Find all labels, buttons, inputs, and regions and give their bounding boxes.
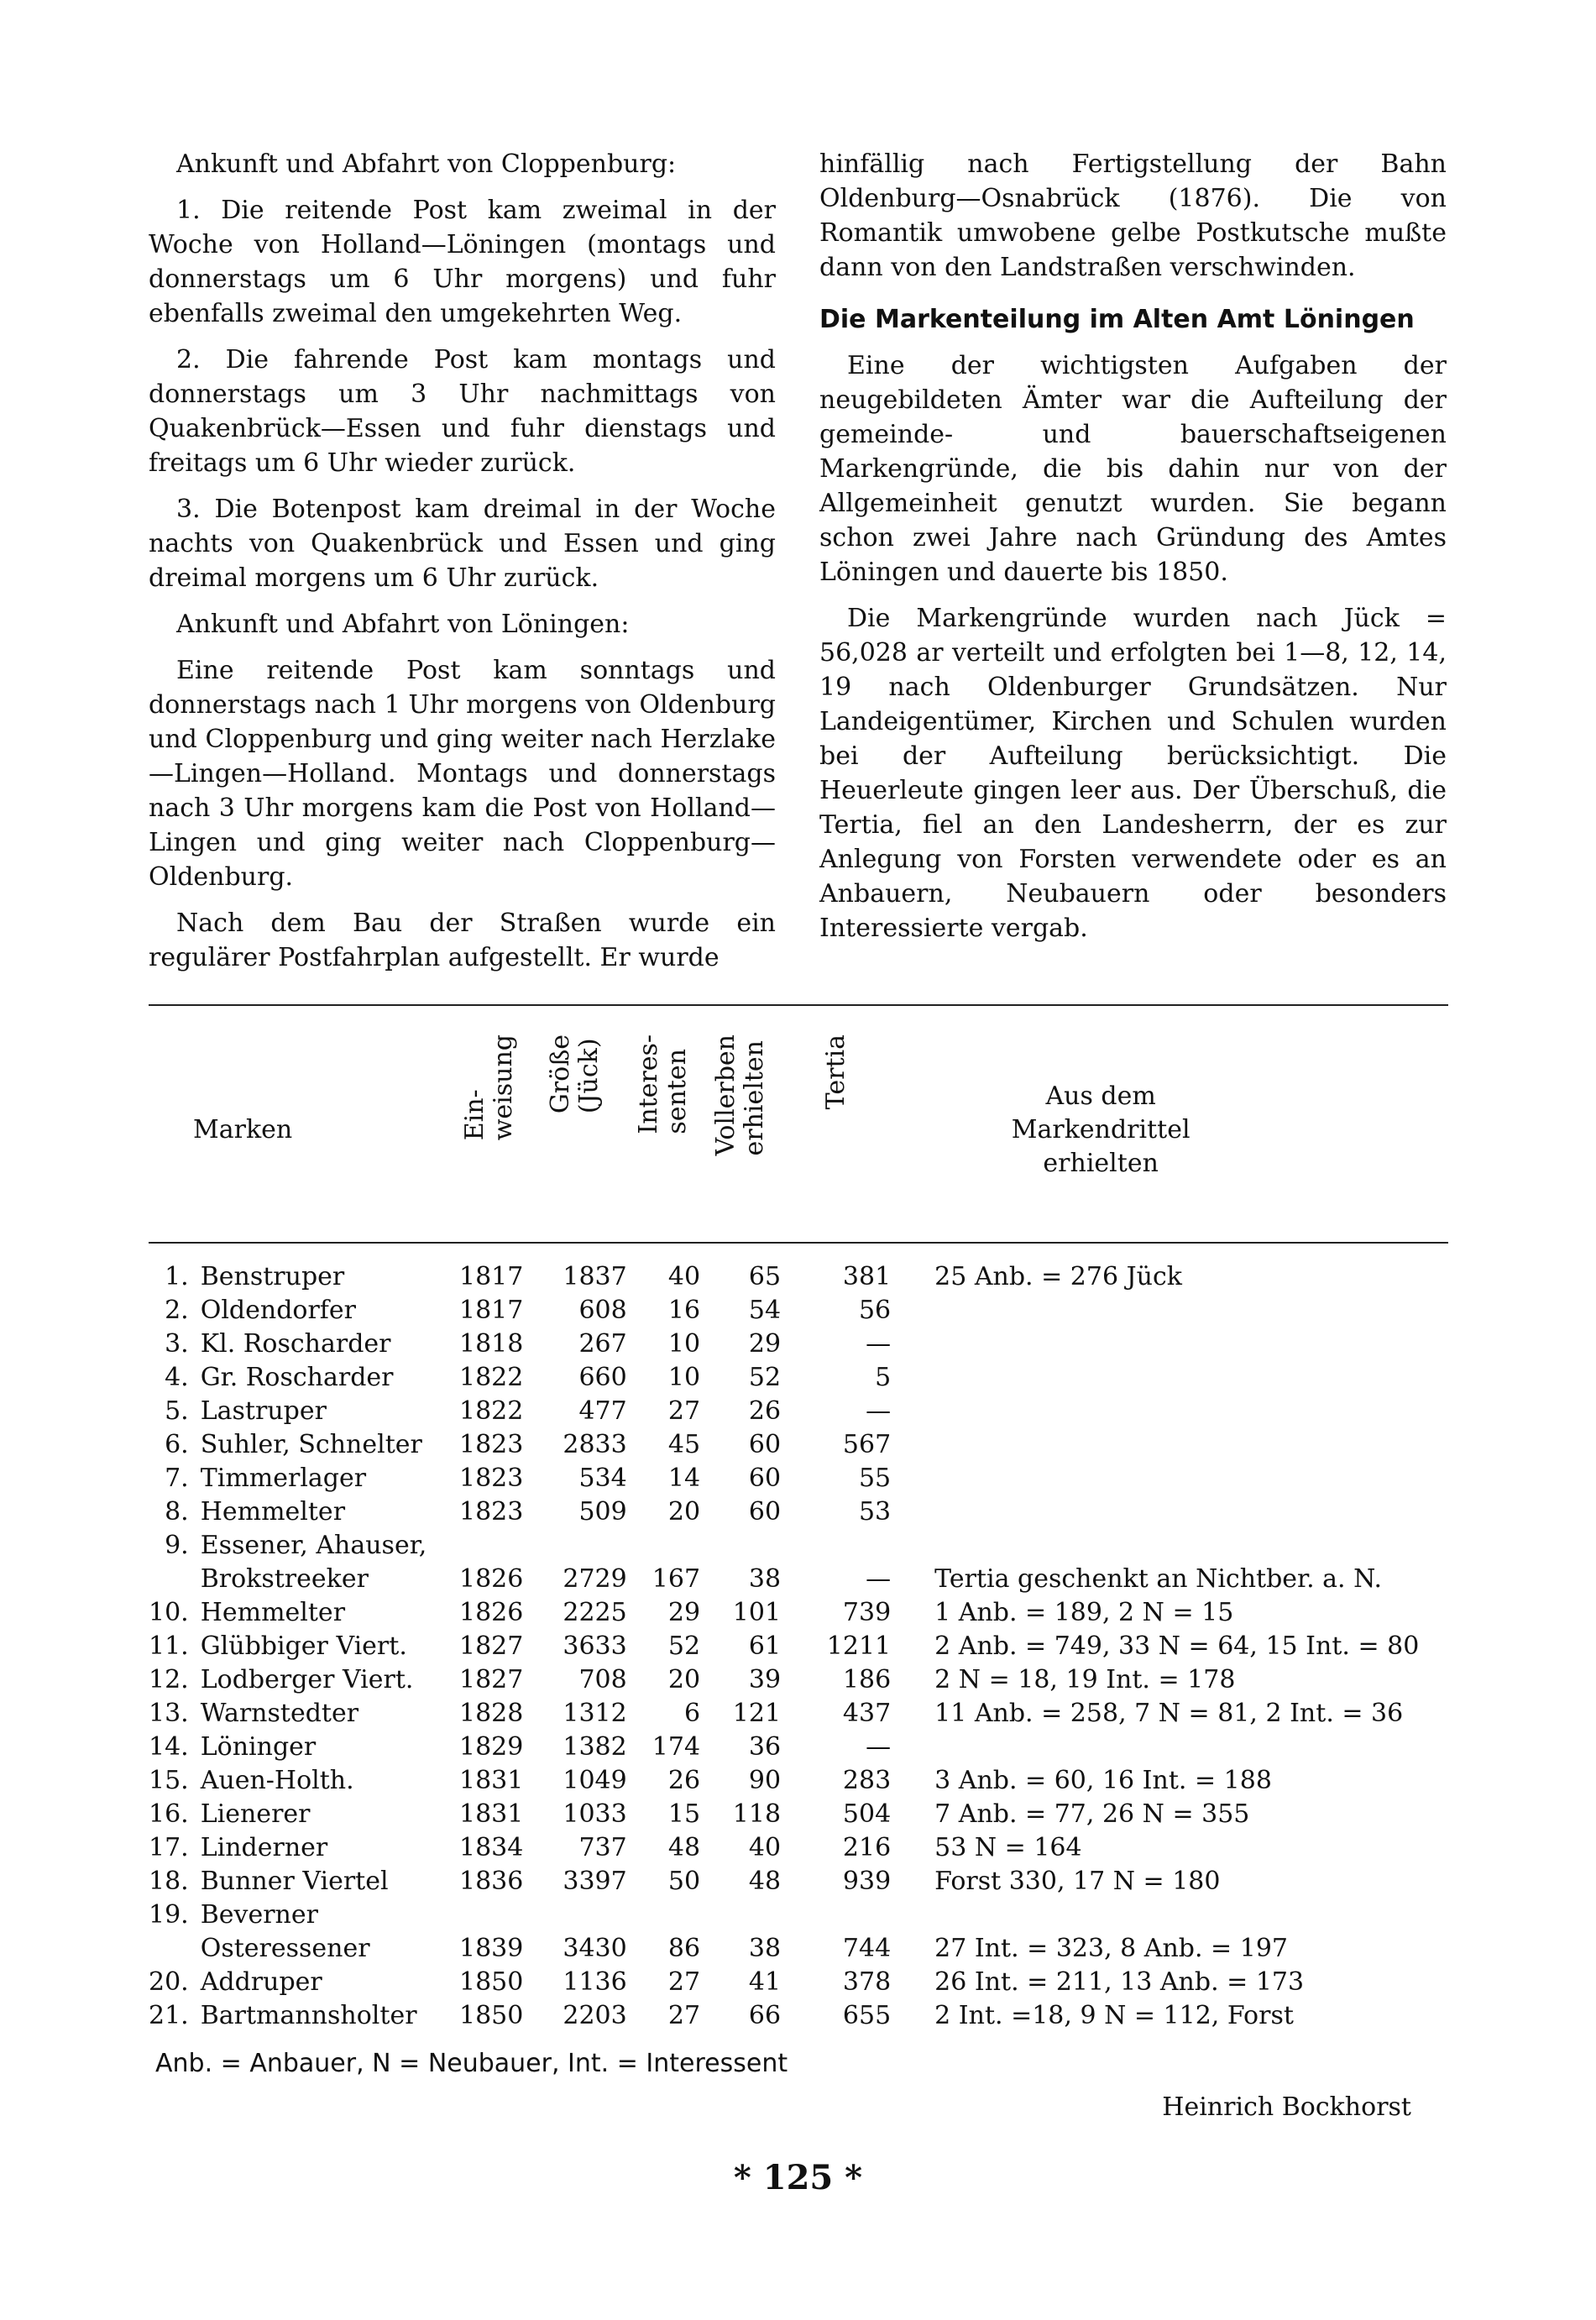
row-vollerben: 40	[748, 1833, 782, 1862]
row-interessenten: 48	[667, 1833, 701, 1862]
row-note	[891, 1462, 1448, 1495]
row-note: 3 Anb. = 60, 16 Int. = 188	[934, 1766, 1272, 1795]
row-note: 25 Anb. = 276 Jück	[934, 1262, 1182, 1291]
row-interessenten: 27	[667, 1967, 701, 1997]
row-einweisung: 1826	[459, 1564, 524, 1594]
table-row	[149, 1731, 1448, 1764]
row-index: 18.	[149, 1867, 189, 1896]
row-tertia: —	[866, 1329, 892, 1359]
table-row	[149, 1798, 1448, 1831]
row-name: Benstruper	[200, 1262, 345, 1291]
row-groesse: 3633	[563, 1631, 627, 1661]
row-einweisung	[456, 1898, 523, 1932]
row-einweisung: 1822	[459, 1363, 524, 1392]
row-vollerben: 65	[748, 1262, 782, 1291]
table-row	[149, 1361, 1448, 1395]
row-vollerben: 36	[748, 1732, 782, 1762]
row-interessenten: 16	[667, 1296, 701, 1325]
row-groesse: 3430	[563, 1934, 627, 1963]
row-groesse: 1312	[563, 1699, 627, 1728]
row-groesse: 2833	[563, 1430, 627, 1459]
row-vollerben: 60	[748, 1430, 782, 1459]
row-groesse: 1049	[563, 1766, 627, 1795]
row-interessenten: 167	[651, 1564, 701, 1594]
row-name: Oldendorfer	[200, 1296, 356, 1325]
row-name: Addruper	[200, 1967, 322, 1997]
paragraph: Ankunft und Abfahrt von Löningen:	[176, 610, 630, 639]
table-row	[149, 1395, 1448, 1428]
row-tertia: 1211	[826, 1631, 892, 1661]
row-einweisung: 1836	[459, 1867, 524, 1896]
row-name: Bunner Viertel	[200, 1867, 389, 1896]
row-note: 2 Int. =18, 9 N = 112, Forst	[934, 2001, 1294, 2030]
row-note	[891, 1328, 1448, 1361]
row-tertia: 53	[858, 1497, 892, 1527]
row-groesse	[523, 1529, 626, 1563]
row-tertia: 216	[842, 1833, 892, 1862]
row-einweisung: 1831	[459, 1766, 524, 1795]
row-name: Timmerlager	[200, 1464, 367, 1493]
table-row	[149, 1999, 1448, 2033]
row-note	[891, 1898, 1448, 1932]
section-heading: Die Markenteilung im Alten Amt Löningen	[819, 305, 1415, 334]
table-row	[149, 1764, 1448, 1798]
row-name: Essener, Ahauser,	[200, 1531, 427, 1560]
row-index: 7.	[165, 1464, 189, 1493]
row-einweisung: 1823	[459, 1430, 524, 1459]
table-row	[149, 1697, 1448, 1731]
row-name: Glübbiger Viert.	[200, 1631, 407, 1661]
row-groesse: 1033	[563, 1799, 627, 1829]
row-interessenten: 20	[667, 1665, 701, 1694]
row-tertia: 186	[842, 1665, 892, 1694]
row-interessenten: 29	[667, 1598, 701, 1627]
table-row	[149, 1529, 1448, 1563]
row-note: 27 Int. = 323, 8 Anb. = 197	[934, 1934, 1288, 1963]
row-einweisung: 1823	[459, 1497, 524, 1527]
row-einweisung: 1829	[459, 1732, 524, 1762]
row-note	[891, 1529, 1448, 1563]
row-groesse: 660	[578, 1363, 627, 1392]
row-vollerben: 101	[732, 1598, 782, 1627]
table-row	[149, 1260, 1448, 1294]
row-einweisung: 1827	[459, 1631, 524, 1661]
row-interessenten: 27	[667, 1396, 701, 1426]
row-interessenten: 27	[667, 2001, 701, 2030]
row-einweisung: 1850	[459, 2001, 524, 2030]
row-index: 16.	[149, 1799, 189, 1829]
row-note: 1 Anb. = 189, 2 N = 15	[934, 1598, 1234, 1627]
row-groesse: 1837	[563, 1262, 627, 1291]
table-row	[149, 1462, 1448, 1495]
row-einweisung: 1817	[459, 1296, 524, 1325]
header-aus-dem-markendrittel: Aus dem Markendrittel erhielten	[1011, 1081, 1190, 1178]
row-vollerben: 38	[748, 1564, 782, 1594]
row-index	[149, 1932, 201, 1966]
paragraph: Eine reitende Post kam sonntags und donnerstags nach 1 Uhr morgens von Oldenburg und Cloppenburg und ging weiter nach Herzlake—Lingen—Holland. Montags und donnerstags nach 3 Uhr morgens kam die Post von Holland—Lingen und ging weiter nach Cloppenburg—Oldenburg.	[149, 656, 776, 892]
row-einweisung: 1817	[459, 1262, 524, 1291]
row-einweisung: 1823	[459, 1464, 524, 1493]
row-index: 19.	[149, 1900, 189, 1930]
row-vollerben: 61	[748, 1631, 782, 1661]
row-vollerben: 121	[732, 1699, 782, 1728]
row-groesse: 608	[578, 1296, 627, 1325]
row-tertia: —	[866, 1564, 892, 1594]
abbreviation-legend: Anb. = Anbauer, N = Neubauer, Int. = Interessent	[155, 2049, 788, 2078]
row-groesse: 3397	[563, 1867, 627, 1896]
row-name: Lienerer	[200, 1799, 311, 1829]
row-interessenten: 26	[667, 1766, 701, 1795]
row-note: 11 Anb. = 258, 7 N = 81, 2 Int. = 36	[934, 1699, 1404, 1728]
row-note	[891, 1731, 1448, 1764]
row-einweisung: 1850	[459, 1967, 524, 1997]
row-index: 14.	[149, 1732, 189, 1762]
row-einweisung	[456, 1529, 523, 1563]
row-note: Tertia geschenkt an Nichtber. a. N.	[934, 1564, 1382, 1594]
header-vollerben: Vollerben erhielten	[711, 1034, 770, 1156]
row-tertia: 739	[842, 1598, 892, 1627]
paragraph: 3. Die Botenpost kam dreimal in der Woche nachts von Quakenbrück und Essen und ging dreimal morgens um 6 Uhr zurück.	[149, 495, 776, 593]
table-row	[149, 1563, 1448, 1596]
row-name: Lodberger Viert.	[200, 1665, 414, 1694]
header-interessenten: Interes- senten	[634, 1034, 693, 1134]
row-index: 1.	[165, 1262, 189, 1291]
marken-table	[149, 1034, 1448, 2033]
row-vollerben	[700, 1898, 781, 1932]
row-interessenten: 52	[667, 1631, 701, 1661]
row-name: Brokstreeker	[200, 1564, 369, 1594]
row-tertia	[781, 1529, 891, 1563]
row-index: 4.	[165, 1363, 189, 1392]
row-groesse: 1382	[563, 1732, 627, 1762]
row-groesse: 477	[578, 1396, 627, 1426]
row-groesse: 2203	[563, 2001, 627, 2030]
row-einweisung: 1818	[459, 1329, 524, 1359]
row-note: 53 N = 164	[934, 1833, 1082, 1862]
paragraph: Ankunft und Abfahrt von Cloppenburg:	[176, 149, 677, 179]
row-einweisung: 1827	[459, 1665, 524, 1694]
row-vollerben	[700, 1529, 781, 1563]
row-vollerben: 41	[748, 1967, 782, 1997]
table-row	[149, 1428, 1448, 1462]
row-index: 6.	[165, 1430, 189, 1459]
row-interessenten	[627, 1898, 700, 1932]
header-separator	[149, 1243, 1448, 1260]
row-tertia: 567	[842, 1430, 892, 1459]
row-name: Linderner	[200, 1833, 328, 1862]
row-name: Warnstedter	[200, 1699, 359, 1728]
header-groesse: Größe (Jück)	[546, 1034, 604, 1114]
row-interessenten: 45	[667, 1430, 701, 1459]
table-header-row	[149, 1034, 1448, 1243]
row-groesse: 2729	[563, 1564, 627, 1594]
row-groesse: 708	[578, 1665, 627, 1694]
row-name: Gr. Roscharder	[200, 1363, 394, 1392]
row-interessenten: 15	[667, 1799, 701, 1829]
row-groesse: 737	[578, 1833, 627, 1862]
row-tertia: 655	[842, 2001, 892, 2030]
table-row	[149, 1294, 1448, 1328]
row-einweisung: 1822	[459, 1396, 524, 1426]
row-tertia: 381	[842, 1262, 892, 1291]
row-einweisung: 1834	[459, 1833, 524, 1862]
paragraph: Die Markengründe wurden nach Jück = 56,028 ar verteilt und erfolgten bei 1—8, 12, 14, 19 nach Oldenburger Grundsätzen. Nur Landeigentümer, Kirchen und Schulen wurden bei der Aufteilung berücksichtigt. Die Heuerleute gingen leer aus. Der Überschuß, die Tertia, fiel an den Landesherrn, der es zur Anlegung von Forsten verwendete oder es an Anbauern, Neubauern oder besonders Interessierte vergab.	[819, 604, 1447, 943]
row-interessenten	[627, 1529, 700, 1563]
row-index: 3.	[165, 1329, 189, 1359]
row-vollerben: 48	[748, 1867, 782, 1896]
row-vollerben: 29	[748, 1329, 782, 1359]
page-number: * 125 *	[733, 2158, 863, 2197]
row-index: 15.	[149, 1766, 189, 1795]
row-index	[149, 1563, 201, 1596]
row-index: 17.	[149, 1833, 189, 1862]
paragraph: hinfällig nach Fertigstellung der Bahn Oldenburg—Osnabrück (1876). Die von Romantik umwobene gelbe Postkutsche mußte dann von den Landstraßen verschwinden.	[819, 149, 1447, 282]
row-index: 13.	[149, 1699, 189, 1728]
row-note	[891, 1428, 1448, 1462]
row-vollerben: 66	[748, 2001, 782, 2030]
row-tertia: 939	[842, 1867, 892, 1896]
row-vollerben: 60	[748, 1464, 782, 1493]
row-tertia: 437	[842, 1699, 892, 1728]
row-groesse	[523, 1898, 626, 1932]
row-tertia: —	[866, 1732, 892, 1762]
row-interessenten: 6	[683, 1699, 701, 1728]
row-note: 7 Anb. = 77, 26 N = 355	[934, 1799, 1250, 1829]
row-tertia: 5	[875, 1363, 892, 1392]
row-index: 11.	[149, 1631, 189, 1661]
left-column	[149, 147, 776, 987]
row-name: Bartmannsholter	[200, 2001, 417, 2030]
table-row	[149, 1663, 1448, 1697]
row-index: 2.	[165, 1296, 189, 1325]
paragraph: Nach dem Bau der Straßen wurde ein regulärer Postfahrplan aufgestellt. Er wurde	[149, 909, 776, 972]
row-interessenten: 50	[667, 1867, 701, 1896]
row-name: Löninger	[200, 1732, 317, 1762]
header-marken: Marken	[193, 1114, 293, 1144]
row-name: Hemmelter	[200, 1497, 346, 1527]
author-name: Heinrich Bockhorst	[1162, 2092, 1411, 2122]
table-row	[149, 1831, 1448, 1865]
row-note: 2 N = 18, 19 Int. = 178	[934, 1665, 1236, 1694]
paragraph: Eine der wichtigsten Aufgaben der neugebildeten Ämter war die Aufteilung der gemeinde- und bauerschaftseigenen Markengründe, die bis dahin nur von der Allgemeinheit genutzt wurden. Sie begann schon zwei Jahre nach Gründung des Amtes Löningen und dauerte bis 1850.	[819, 351, 1447, 587]
row-vollerben: 39	[748, 1665, 782, 1694]
row-index: 9.	[165, 1531, 189, 1560]
row-name: Beverner	[200, 1900, 318, 1930]
row-interessenten: 174	[651, 1732, 701, 1762]
row-index: 8.	[165, 1497, 189, 1527]
table-row	[149, 1865, 1448, 1898]
row-index: 21.	[149, 2001, 189, 2030]
row-name: Suhler, Schnelter	[200, 1430, 422, 1459]
row-index: 10.	[149, 1598, 189, 1627]
row-note: Forst 330, 17 N = 180	[934, 1867, 1221, 1896]
table-row	[149, 1932, 1448, 1966]
right-column	[819, 147, 1447, 957]
paragraph: 2. Die fahrende Post kam montags und donnerstags um 3 Uhr nachmittags von Quakenbrück—Essen und fuhr dienstags und freitags um 6 Uhr wieder zurück.	[149, 345, 776, 478]
row-interessenten: 40	[667, 1262, 701, 1291]
row-note	[891, 1361, 1448, 1395]
row-groesse: 267	[578, 1329, 627, 1359]
row-vollerben: 54	[748, 1296, 782, 1325]
header-tertia: Tertia	[820, 1034, 850, 1110]
row-note	[891, 1495, 1448, 1529]
row-vollerben: 26	[748, 1396, 782, 1426]
row-index: 5.	[165, 1396, 189, 1426]
row-groesse: 2225	[563, 1598, 627, 1627]
row-vollerben: 60	[748, 1497, 782, 1527]
table-row	[149, 1596, 1448, 1630]
row-index: 20.	[149, 1967, 189, 1997]
row-tertia: 55	[858, 1464, 892, 1493]
row-interessenten: 10	[667, 1363, 701, 1392]
row-name: Hemmelter	[200, 1598, 346, 1627]
row-groesse: 1136	[563, 1967, 627, 1997]
marken-table-wrap	[149, 1034, 1448, 2033]
row-note: 2 Anb. = 749, 33 N = 64, 15 Int. = 80	[934, 1631, 1420, 1661]
row-tertia: 378	[842, 1967, 892, 1997]
paragraph: 1. Die reitende Post kam zweimal in der Woche von Holland—Löningen (montags und donnerstags um 6 Uhr morgens) und fuhr ebenfalls zweimal den umgekehrten Weg.	[149, 196, 776, 328]
row-vollerben: 52	[748, 1363, 782, 1392]
row-tertia: 56	[858, 1296, 892, 1325]
row-tertia: 283	[842, 1766, 892, 1795]
row-tertia	[781, 1898, 891, 1932]
table-row	[149, 1495, 1448, 1529]
table-row	[149, 1630, 1448, 1663]
row-vollerben: 118	[732, 1799, 782, 1829]
table-row	[149, 1966, 1448, 1999]
table-row	[149, 1898, 1448, 1932]
row-name: Auen-Holth.	[200, 1766, 354, 1795]
row-groesse: 534	[578, 1464, 627, 1493]
row-name: Osteressener	[200, 1934, 370, 1963]
row-note: 26 Int. = 211, 13 Anb. = 173	[934, 1967, 1305, 1997]
row-note	[891, 1395, 1448, 1428]
row-vollerben: 38	[748, 1934, 782, 1963]
row-groesse: 509	[578, 1497, 627, 1527]
row-note	[891, 1294, 1448, 1328]
row-interessenten: 20	[667, 1497, 701, 1527]
row-tertia: 504	[842, 1799, 892, 1829]
row-einweisung: 1826	[459, 1598, 524, 1627]
row-einweisung: 1828	[459, 1699, 524, 1728]
row-index: 12.	[149, 1665, 189, 1694]
row-interessenten: 14	[667, 1464, 701, 1493]
row-vollerben: 90	[748, 1766, 782, 1795]
row-einweisung: 1839	[459, 1934, 524, 1963]
row-einweisung: 1831	[459, 1799, 524, 1829]
row-interessenten: 10	[667, 1329, 701, 1359]
table-top-rule	[149, 1004, 1448, 1006]
row-name: Lastruper	[200, 1396, 327, 1426]
row-tertia: 744	[842, 1934, 892, 1963]
row-tertia: —	[866, 1396, 892, 1426]
row-name: Kl. Roscharder	[200, 1329, 391, 1359]
header-einweisung: Ein- weisung	[460, 1034, 519, 1141]
row-interessenten: 86	[667, 1934, 701, 1963]
table-row	[149, 1328, 1448, 1361]
